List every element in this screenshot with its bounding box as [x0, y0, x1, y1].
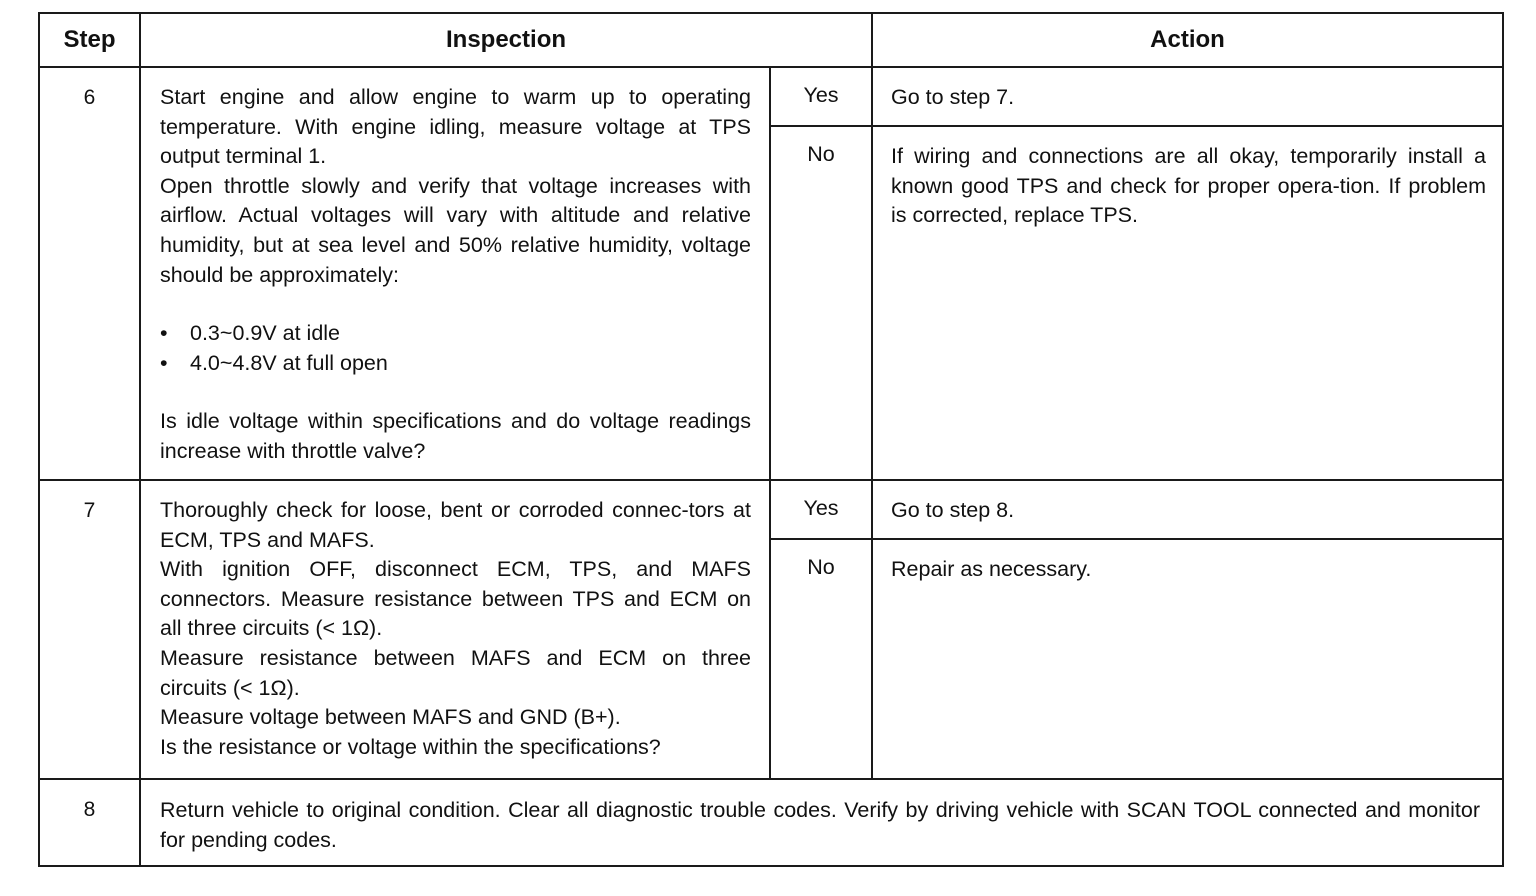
step-number: 6	[39, 67, 140, 480]
no-label: No	[770, 126, 872, 480]
inspection-line: Measure resistance between MAFS and ECM on three circuits (< 1Ω).	[160, 645, 751, 700]
yes-label: Yes	[770, 480, 872, 539]
no-action: Repair as necessary.	[872, 539, 1503, 779]
table-row	[39, 67, 1503, 126]
inspection-line: Thoroughly check for loose, bent or corroded connec-tors at ECM, TPS and MAFS.	[160, 498, 751, 552]
list-item: • 0.3~0.9V at idle	[160, 319, 751, 349]
inspection-paragraph: Start engine and allow engine to warm up to operating temperature. With engine idling, measure voltage at TPS output terminal 1.	[160, 85, 751, 169]
step-number: 8	[39, 779, 140, 866]
list-item: • 4.0~4.8V at full open	[160, 349, 751, 379]
no-action: If wiring and connections are all okay, temporarily install a known good TPS and check for proper opera-tion. If problem is corrected, replace TPS.	[872, 126, 1503, 480]
header-row	[39, 13, 1503, 67]
header-action: Action	[872, 13, 1503, 67]
table-row	[39, 480, 1503, 539]
step-number: 7	[39, 480, 140, 779]
inspection-line: Measure voltage between MAFS and GND (B+).	[160, 705, 621, 730]
inspection-cell	[140, 480, 770, 779]
inspection-question: Is idle voltage within specifications and do voltage readings increase with throttle valve?	[160, 409, 751, 463]
inspection-question: Is the resistance or voltage within the specifications?	[160, 734, 661, 759]
yes-label: Yes	[770, 67, 872, 126]
step-8-text: Return vehicle to original condition. Clear all diagnostic trouble codes. Verify by driving vehicle with SCAN TOOL connected and monitor for pending codes.	[140, 779, 1503, 866]
table-row	[39, 779, 1503, 866]
diagnostic-table-container	[38, 12, 1502, 867]
inspection-line: With ignition OFF, disconnect ECM, TPS, and MAFS connectors. Measure resistance between TPS and ECM on all three circuits (< 1Ω).	[160, 557, 751, 641]
header-inspection: Inspection	[140, 13, 872, 67]
no-label: No	[770, 539, 872, 779]
inspection-paragraph: Open throttle slowly and verify that voltage increases with airflow. Actual voltages will vary with altitude and relative humidity, but at sea level and 50% relative humidity, voltage should be approximately:	[160, 173, 751, 287]
yes-action: Go to step 7.	[872, 67, 1503, 126]
yes-action: Go to step 8.	[872, 480, 1503, 539]
spec-list	[160, 319, 751, 378]
diagnostic-table	[38, 12, 1504, 867]
header-step: Step	[39, 13, 140, 67]
inspection-cell	[140, 67, 770, 480]
